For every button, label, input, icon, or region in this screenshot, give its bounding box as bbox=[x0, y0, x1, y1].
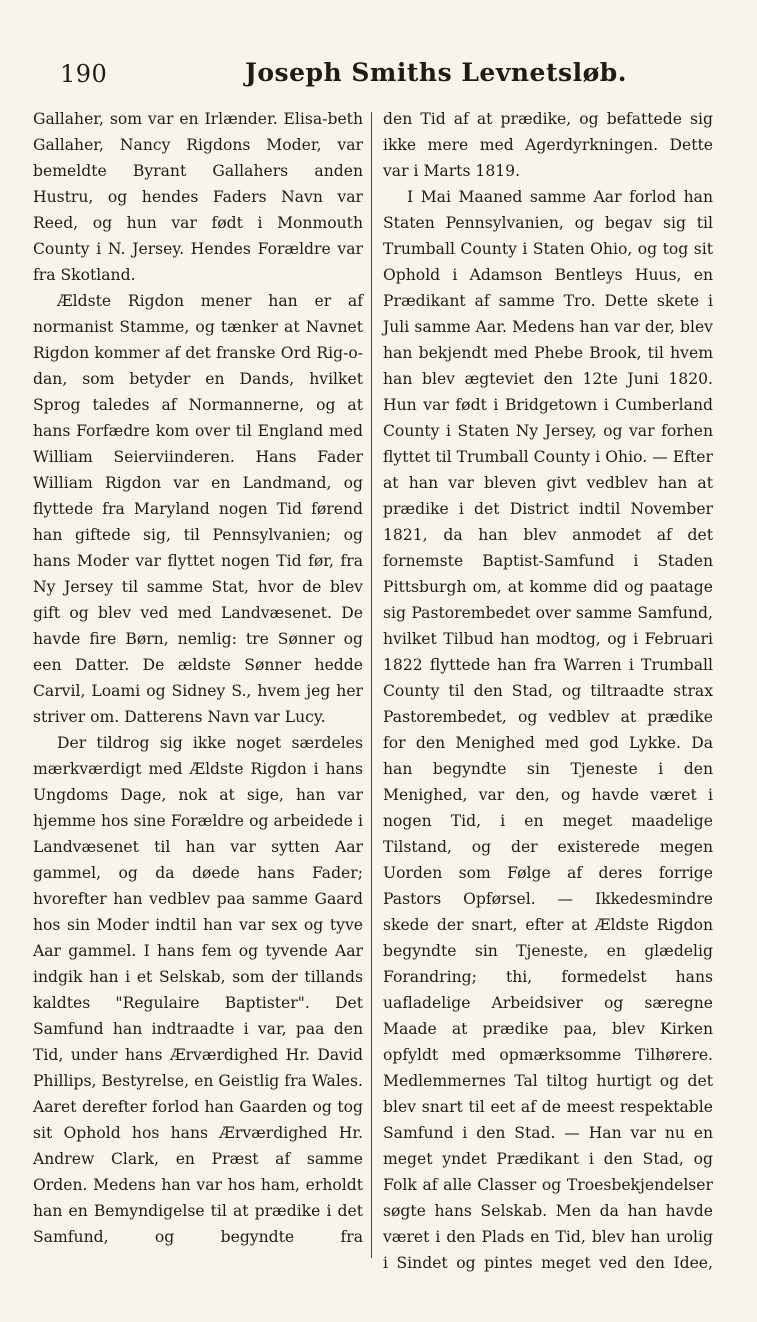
paragraph: den Tid af at prædike, og befattede sig ikke mere med Agerdyrkningen. Dette var i Marts 1819. bbox=[383, 110, 713, 180]
left-column bbox=[33, 106, 363, 1250]
page-header bbox=[60, 58, 710, 98]
column-divider bbox=[371, 112, 372, 1258]
paragraph: Der tildrog sig ikke noget særdeles mærkværdigt med Ældste Rigdon i hans Ungdoms Dage, nok at sige, han var hjemme hos sine Forældre og arbeidede i Landvæsenet til han var sytten Aar gammel, og da døede hans Fader; hvorefter han vedblev paa samme Gaard hos sin Moder indtil han var sex og tyve Aar gammel. I hans fem og tyvende Aar indgik han i et Selskab, som der tillands kaldtes "Regulaire Baptister". Det Samfund han indtraadte i var, paa den Tid, under hans Ærværdighed Hr. David Phillips, Bestyrelse, en Geistlig fra Wales. Aaret derefter forlod han Gaarden og tog sit Ophold hos hans Ærværdighed Hr. Andrew Clark, en Præst af samme Orden. Medens han var hos ham, erholdt han en Bemyndigelse til at prædike i det Samfund, og begyndte fra bbox=[33, 734, 363, 1246]
paragraph: I Mai Maaned samme Aar forlod han Staten Pennsylvanien, og begav sig til Trumball County i Staten Ohio, og tog sit Ophold i Adamson Bentleys Huus, en Prædikant af samme Tro. Dette skete i Juli samme Aar. Medens han var der, blev han bekjendt med Phebe Brook, til hvem han blev ægteviet den 12te Juni 1820. Hun var født i Bridgetown i Cumberland County i Staten Ny Jersey, og var forhen flyttet til Trumball County i Ohio. — Efter at han var bleven givt vedblev han at prædike i det District indtil November 1821, da han blev anmodet af det fornemste Baptist-Samfund i Staden Pittsburgh om, at komme did og paatage sig Pastorembedet over samme Samfund, hvilket Tilbud han modtog, og i Februari 1822 flyttede han fra Warren i Trumball County til den Stad, og tiltraadte strax Pastorembedet, og vedblev at prædike for den Menighed med god Lykke. Da han begyndte sin Tjeneste i den Menighed, var den, og havde været i nogen Tid, i en meget maadelige Tilstand, og der existerede megen Uorden som Følge af deres forrige Pastors Opførsel. — Ikkedesmindre skede der snart, efter at Ældste Rigdon begyndte sin Tjeneste, en glædelig Forandring; thi, formedelst hans uafladelige Arbeidsiver og særegne Maade at prædike paa, blev Kirken opfyldt med opmærksomme Tilhørere. Medlemmernes Tal tiltog hurtigt og det blev snart til eet af de meest respektable Samfund i den Stad. — Han var nu en meget yndet Prædikant i den Stad, og Folk af alle Classer og Troesbekjendelser søgte hans Selskab. Men da han havde været i den Plads en Tid, blev han urolig i Sindet og pintes meget ved den Idee, bbox=[383, 188, 713, 1272]
paragraph: Ældste Rigdon mener han er af normanist Stamme, og tænker at Navnet Rigdon kommer af det franske Ord Rig-o-dan, som betyder en Dands, hvilket Sprog taledes af Normannerne, og at hans Forfædre kom over til England med William Seierviinderen. Hans Fader William Rigdon var en Landmand, og flyttede fra Maryland nogen Tid førend han giftede sig, til Pennsylvanien; og hans Moder var flyttet nogen Tid før, fra Ny Jersey til samme Stat, hvor de blev gift og blev ved med Landvæsenet. De havde fire Børn, nemlig: tre Sønner og een Datter. De ældste Sønner hedde Carvil, Loami og Sidney S., hvem jeg her striver om. Datterens Navn var Lucy. bbox=[33, 292, 363, 726]
right-column bbox=[383, 106, 713, 1276]
running-title: Joseph Smiths Levnetsløb. bbox=[245, 58, 627, 87]
page-number: 190 bbox=[60, 60, 108, 88]
paragraph: Gallaher, som var en Irlænder. Elisa-beth Gallaher, Nancy Rigdons Moder, var bemeldte Byrant Gallahers anden Hustru, og hendes Faders Navn var Reed, og hun var født i Monmouth County i N. Jersey. Hendes Forældre var fra Skotland. bbox=[33, 110, 363, 284]
